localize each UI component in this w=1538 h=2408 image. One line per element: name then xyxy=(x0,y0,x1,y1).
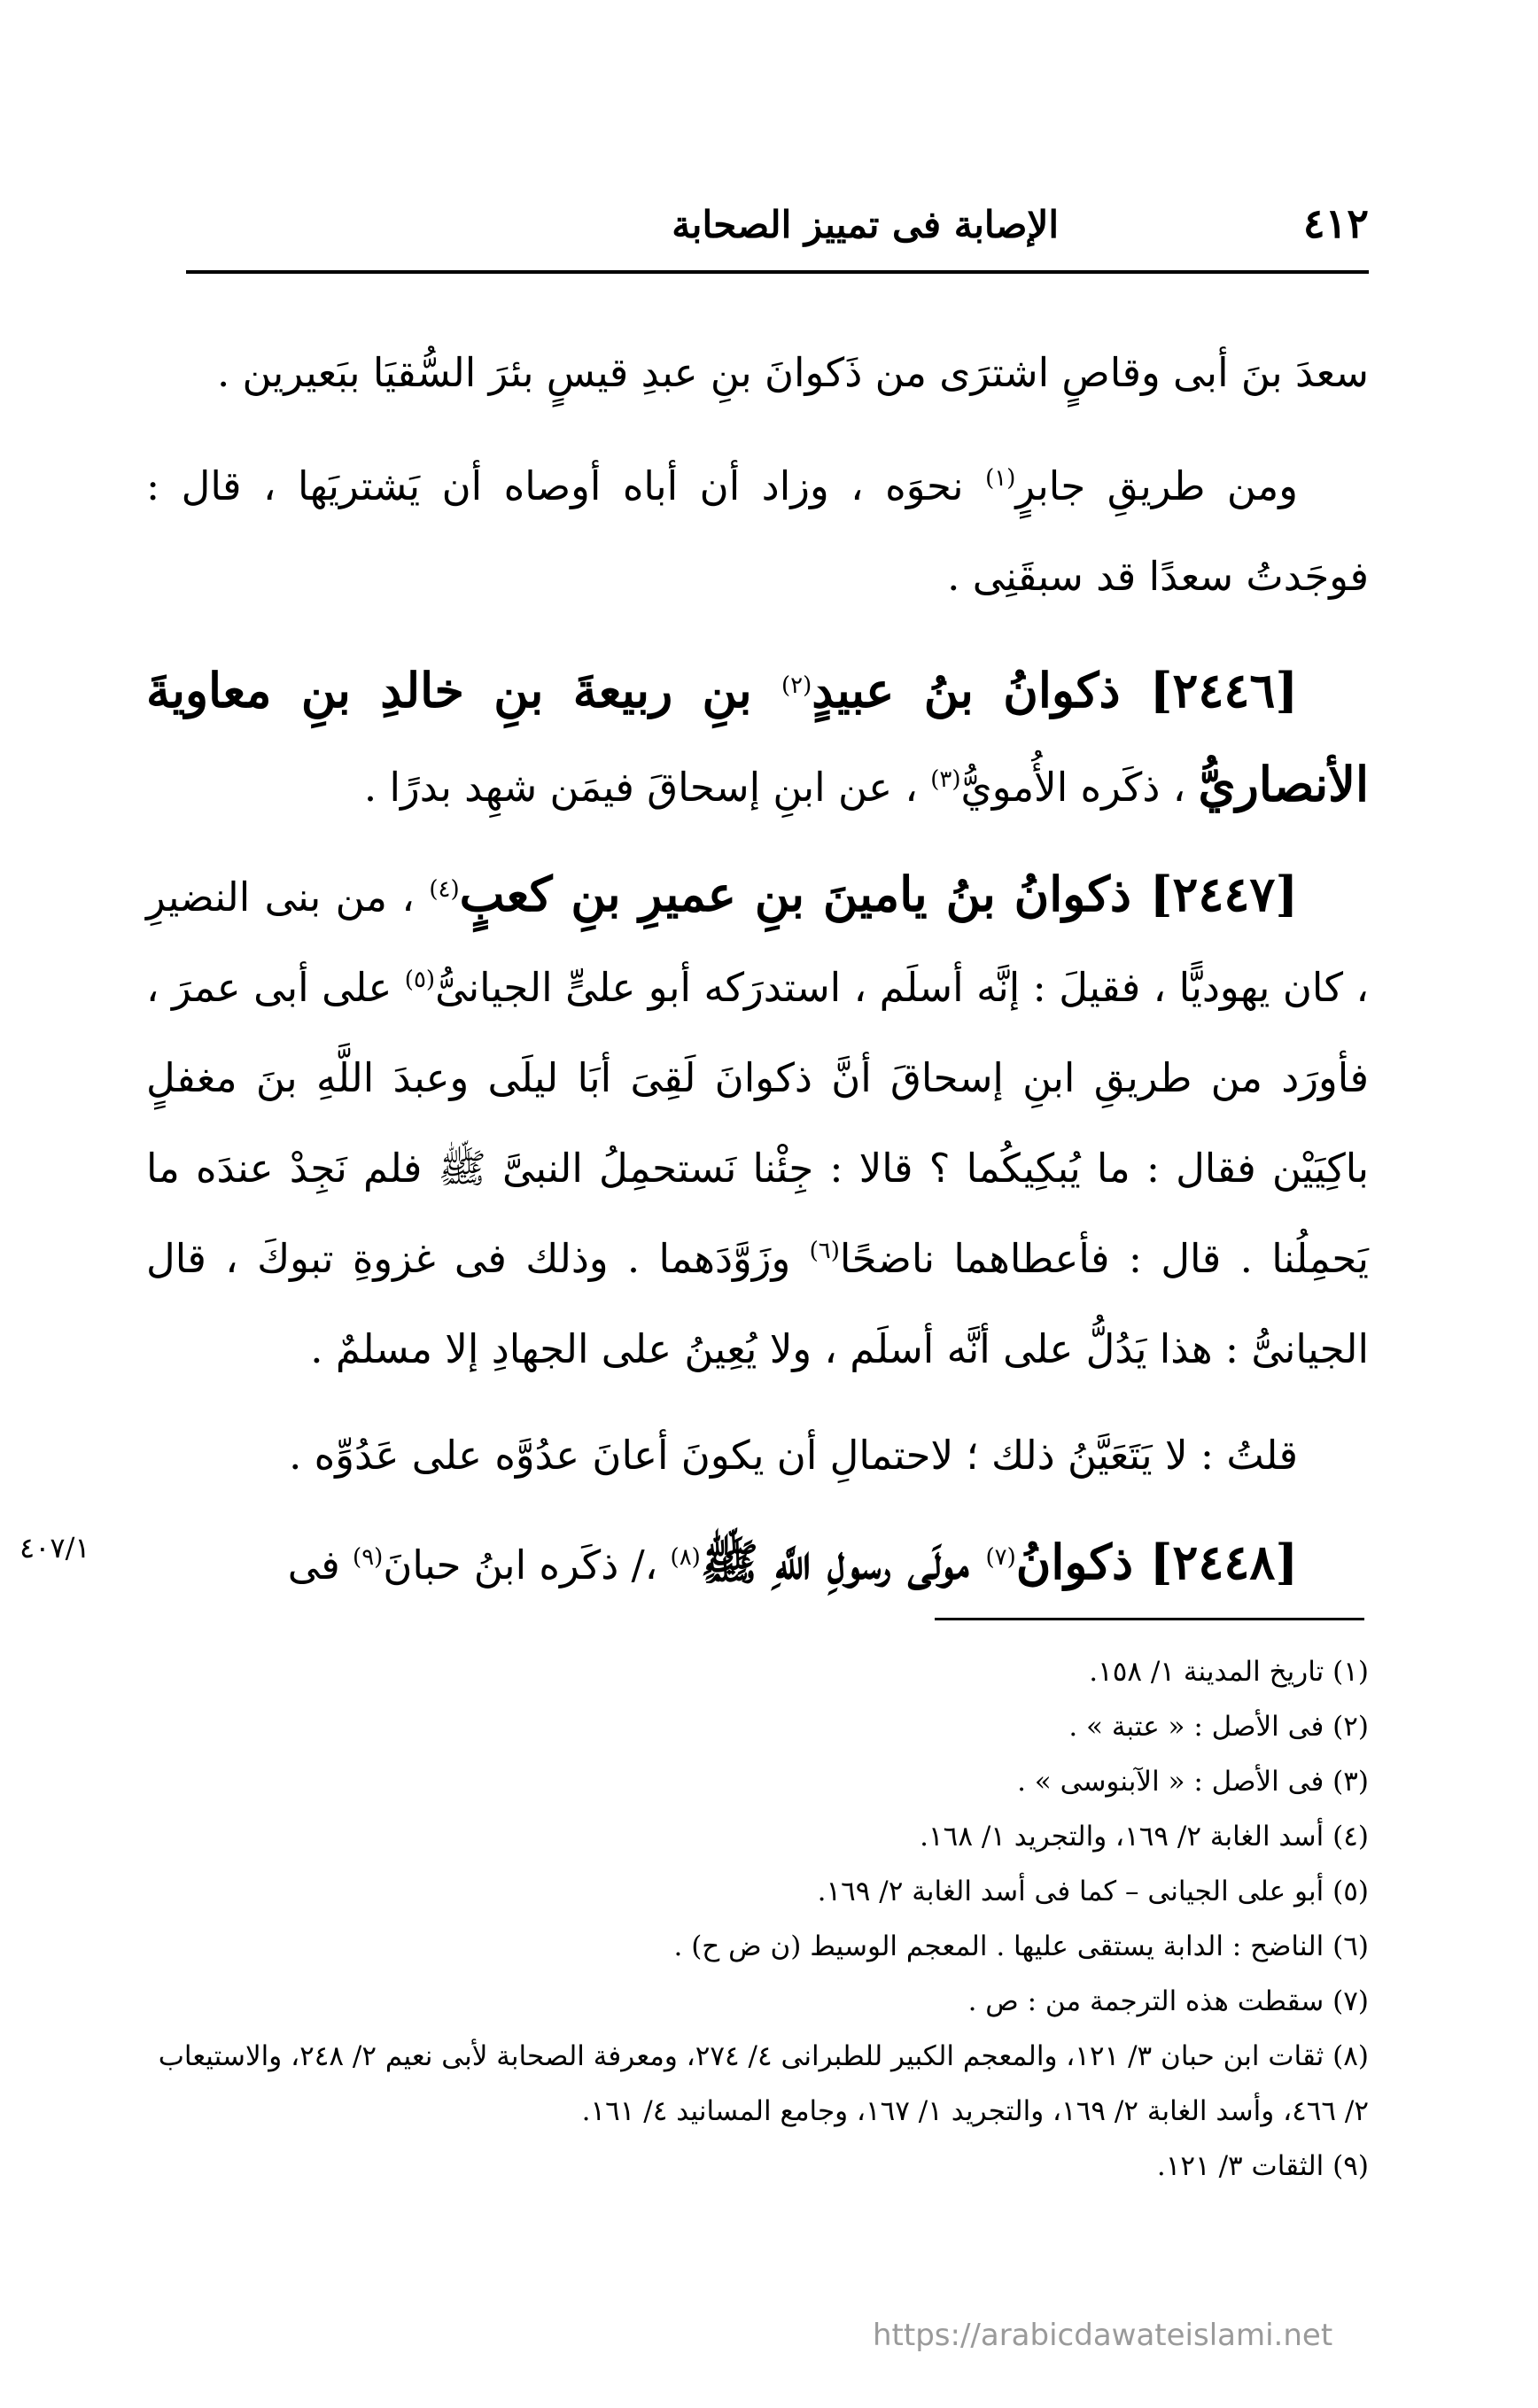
text-run: ، من بنى النضيرِ ، كان يهوديًّا ، فقيلَ : إنَّه أسلَم ، استدرَكه أبو علىٍّ الجيانىُّ xyxy=(146,874,1369,1011)
footnote: (٣) فى الأصل : « الآبنوسى » . xyxy=(1017,1766,1369,1798)
footnote: (٤) أسد الغابة ٢/ ١٦٩، والتجريد ١/ ١٦٨. xyxy=(920,1821,1369,1853)
entry-2447 xyxy=(146,849,1369,1394)
paragraph xyxy=(146,441,1369,622)
text-run: ، عن ابنِ إسحاقَ فيمَن شهِد بدرًا . xyxy=(363,764,931,811)
footnote-rule xyxy=(935,1618,1364,1620)
footnote: (٩) الثقات ٣/ ١٢١. xyxy=(1156,2150,1369,2182)
text-run: فى xyxy=(287,1542,353,1589)
book-title: الإصابة فى تمييز الصحابة xyxy=(672,203,1059,246)
main-text xyxy=(146,328,1369,1627)
entry-heading: بنِ ربيعةَ بنِ خالدِ بنِ معاويةَ الأنصاريُّ xyxy=(146,662,1369,812)
entry-heading: [٢٤٤٦] ذكوانُ بنُ عبيدٍ xyxy=(812,662,1298,719)
footnote: (٧) سقطت هذه الترجمة من : ص . xyxy=(967,1985,1369,2017)
page-header xyxy=(186,199,1369,261)
margin-page-reference: ٤٠٧/١ xyxy=(19,1531,90,1565)
footnote-ref: (٣) xyxy=(930,766,961,793)
text-run: وزَوَّدَهما . وذلك فى غزوةِ تبوكَ ، قال الجيانىُّ : هذا يَدُلُّ على أنَّه أسلَم ، ولا يُعِينُ على الجهادِ إلا مسلمٌ . xyxy=(146,1235,1369,1372)
paragraph: قلتُ : لا يَتَعَيَّنُ ذلك ؛ لاحتمالِ أن يكونَ أعانَ عدُوَّه على عَدُوِّه . xyxy=(289,1432,1298,1479)
footnote-ref: (٦) xyxy=(809,1238,840,1264)
footnote: (٨) ثقات ابن حبان ٣/ ١٢١، والمعجم الكبير للطبرانى ٤/ ٢٧٤، ومعرفة الصحابة لأبى نعيم ٢/ ٢٤٨، والاستيعاب ٢/ ٤٦٦، وأسد الغابة ٢/ ١٦٩، والتجريد ١/ ١٦٧، وجامع المسانيد ٤/ ١٦١. xyxy=(158,2040,1369,2127)
entry-heading: [٢٤٤٧] ذكوانُ بنُ يامينَ بنِ عميرِ بنِ كعبٍ xyxy=(459,866,1298,922)
footnote-ref: (٨) xyxy=(670,1544,701,1571)
footnote-ref: (٢) xyxy=(781,672,812,699)
footnote-ref: (٧) xyxy=(985,1544,1016,1571)
footnotes xyxy=(146,1644,1369,2194)
footnote: (٢) فى الأصل : « عتبة » . xyxy=(1068,1711,1369,1743)
text-run: ، ذكَره الأُمويُّ xyxy=(960,764,1199,811)
entry-2446 xyxy=(146,645,1369,833)
text-run: ومن طريقِ جابرٍ xyxy=(1015,462,1299,509)
text-run: على أبى عمرَ ، فأورَد من طريقِ ابنِ إسحاقَ أنَّ ذكوانَ لَقِىَ أبَا ليلَى وعبدَ اللَّهِ بنَ مغفلٍ باكِيَيْن فقال : ما يُبكِيكُما ؟ قالا : جِئْنا نَستحمِلُ النبىَّ ﷺ فلم نَجِدْ عندَه ما يَحمِلُنا . قال : فأعطاهما ناضحًا xyxy=(146,964,1370,1282)
entry-2448 xyxy=(146,1517,1369,1611)
footnote-ref: (٩) xyxy=(353,1544,384,1571)
footnote: (٦) الناضح : الدابة يستقى عليها . المعجم الوسيط (ن ض ح) . xyxy=(673,1930,1369,1962)
entry-heading: مولَى رسولِ اللَّهِ ﷺ xyxy=(700,1534,986,1590)
text-run: نحوَه ، وزاد أن أباه أوصاه أن يَشتريَها ، قال : فوجَدتُ سعدًا قد سبقَنِى . xyxy=(146,462,1369,600)
text-run: ،/ ذكَره ابنُ حبانَ xyxy=(383,1542,671,1589)
footnote-ref: (٤) xyxy=(429,876,460,903)
page-number: ٤١٢ xyxy=(1302,199,1369,247)
footnote-ref: (١) xyxy=(985,465,1016,492)
paragraph: سعدَ بنَ أبى وقاصٍ اشترَى من ذَكوانَ بنِ عبدِ قيسٍ بئرَ السُّقيَا ببَعيرين . xyxy=(216,349,1369,396)
watermark-url: https://arabicdawateislami.net xyxy=(873,2318,1333,2353)
footnote-ref: (٥) xyxy=(404,967,436,993)
footnote: (١) تاريخ المدينة ١/ ١٥٨. xyxy=(1089,1656,1369,1688)
footnote: (٥) أبو على الجيانى – كما فى أسد الغابة ٢/ ١٦٩. xyxy=(817,1876,1369,1907)
header-rule xyxy=(186,270,1369,274)
entry-heading: [٢٤٤٨] ذكوانُ xyxy=(1015,1534,1298,1590)
